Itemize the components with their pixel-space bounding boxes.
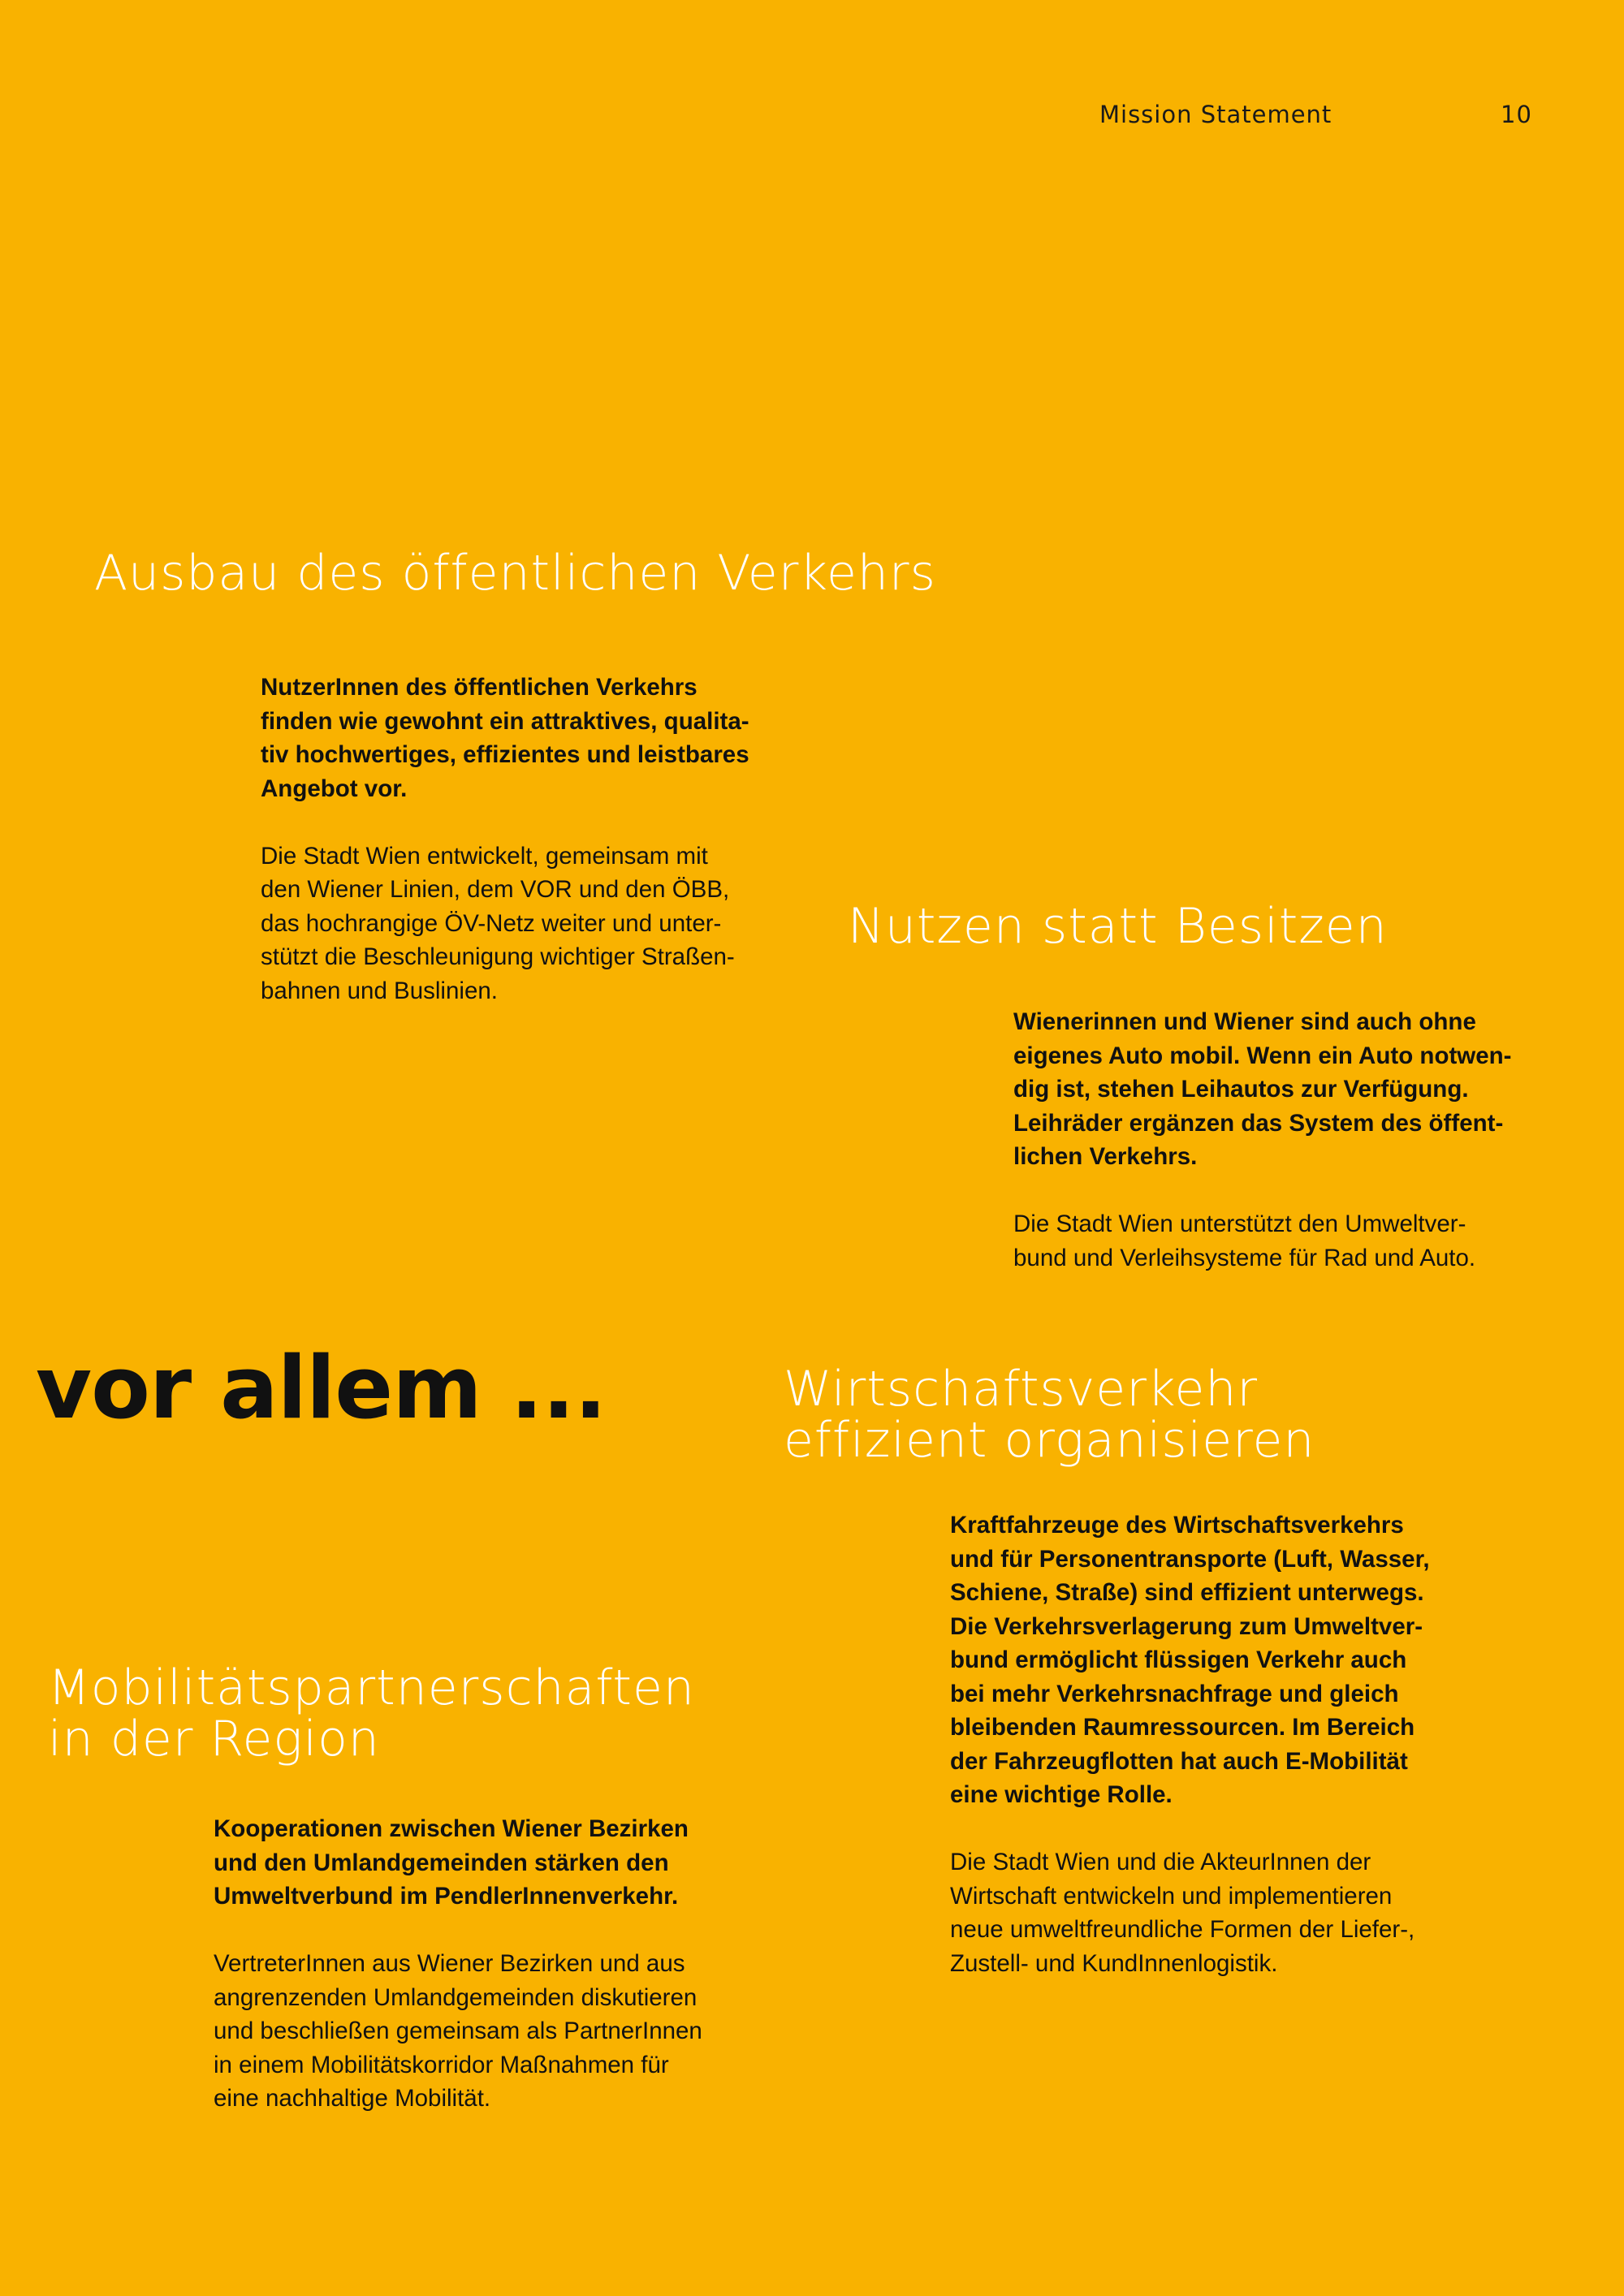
section-lead-sharing: Wienerinnen und Wiener sind auch ohne eigenes Auto mobil. Wenn ein Auto notwen- dig ist, stehen Leihautos zur Verfügung. Leihräder ergänzen das System des öffent- lichen Verkehrs. (1013, 1008, 1512, 1170)
section-title-sharing: Nutzen statt Besitzen (848, 898, 1388, 955)
page-number: 10 (1501, 101, 1532, 128)
section-body-public-transport (261, 671, 780, 1008)
section-lead-public-transport: NutzerInnen des öffentlichen Verkehrs finden wie gewohnt ein attraktives, qualita- tiv hochwertiges, effizientes und leistbares Angebot vor. (261, 674, 749, 802)
big-phrase: vor allem ... (36, 1338, 607, 1438)
section-text-sharing: Die Stadt Wien unterstützt den Umweltver- bund und Verleihsysteme für Rad und Auto. (1013, 1211, 1476, 1271)
section-text-commercial-traffic: Die Stadt Wien und die AkteurInnen der Wirtschaft entwickeln und implementieren neue umweltfreundliche Formen der Liefer-, Zustell- und KundInnenlogistik. (950, 1849, 1415, 1977)
section-body-regional-partnerships (214, 1812, 741, 2116)
header-section-label: Mission Statement (1099, 101, 1332, 128)
section-title-regional-partnerships: Mobilitätspartnerschaften in der Region (48, 1659, 695, 1767)
section-lead-commercial-traffic: Kraftfahrzeuge des Wirtschaftsverkehrs und für Personentransporte (Luft, Wasser, Schiene, Straße) sind effizient unterwegs. Die Verkehrsverlagerung zum Umweltver- bund ermöglicht flüssigen Verkehr auch bei mehr Verkehrsnachfrage und gleich bleibenden Raumressourcen. Im Bereich der Fahrzeugflotten hat auch E-Mobilität eine wichtige Rolle. (950, 1512, 1430, 1808)
section-title-commercial-traffic: Wirtschaftsverkehr effizient organisieren (784, 1361, 1315, 1469)
section-text-public-transport: Die Stadt Wien entwickelt, gemeinsam mit den Wiener Linien, dem VOR und den ÖBB, das hochrangige ÖV-Netz weiter und unter- stützt die Beschleunigung wichtiger Straßen- bahnen und Buslinien. (261, 842, 735, 1004)
section-lead-regional-partnerships: Kooperationen zwischen Wiener Bezirken und den Umlandgemeinden stärken den Umweltverbund im PendlerInnenverkehr. (214, 1815, 689, 1910)
section-body-sharing (1013, 1005, 1541, 1275)
section-body-commercial-traffic (950, 1508, 1478, 1980)
section-title-public-transport: Ausbau des öffentlichen Verkehrs (94, 545, 936, 602)
section-text-regional-partnerships: VertreterInnen aus Wiener Bezirken und aus angrenzenden Umlandgemeinden diskutieren und beschließen gemeinsam als PartnerInnen in einem Mobilitätskorridor Maßnahmen für eine nachhaltige Mobilität. (214, 1950, 702, 2112)
